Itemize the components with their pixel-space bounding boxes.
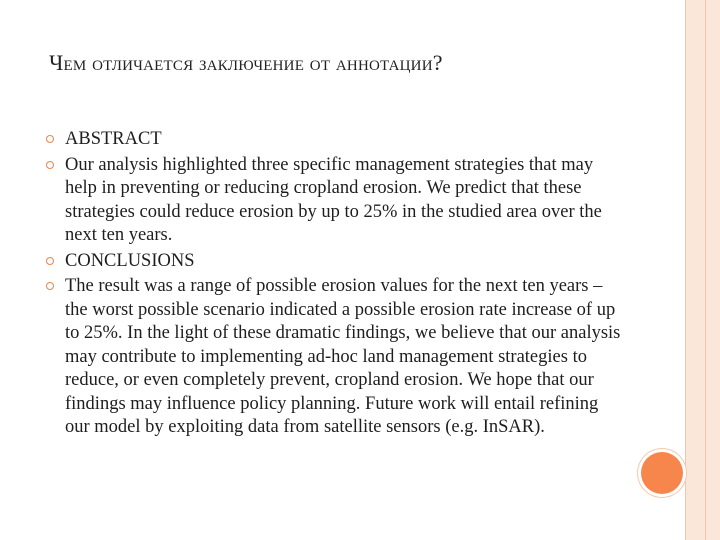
- bullet-ring-icon: [46, 282, 54, 290]
- list-item-text: CONCLUSIONS: [65, 250, 195, 271]
- bullet-ring-icon: [46, 257, 54, 265]
- decorative-circle: [641, 452, 683, 494]
- decorative-side-bar: [685, 0, 720, 540]
- slide-title: [49, 46, 609, 82]
- title-first-letter: Ч: [49, 50, 64, 75]
- list-item-text: The result was a range of possible erosion values for the next ten years – the worst possible scenario indicated a possible erosion rate increase of up to 25%. In the light of these dramatic findings, we believe that our analysis may contribute to implementing ad-hoc land management strategies to reduce, or even completely prevent, cropland erosion. We hope that our findings may influence policy planning. Future work will entail refining our model by exploiting data from satellite sensors (e.g. InSAR).: [65, 276, 621, 437]
- bullet-list: [46, 128, 626, 442]
- list-item: [46, 250, 626, 274]
- list-item: [46, 275, 626, 440]
- decorative-side-line: [705, 0, 706, 540]
- list-item: [46, 128, 626, 152]
- bullet-ring-icon: [46, 135, 54, 143]
- title-text: ем отличается заключение от аннотации?: [63, 50, 443, 75]
- list-item: [46, 154, 626, 248]
- list-item-text: ABSTRACT: [65, 129, 162, 149]
- list-item-text: Our analysis highlighted three specific management strategies that may help in preventing or reducing cropland erosion. We predict that these strategies could reduce erosion by up to 25% in the studied area over the next ten years.: [65, 154, 602, 245]
- bullet-ring-icon: [46, 161, 54, 169]
